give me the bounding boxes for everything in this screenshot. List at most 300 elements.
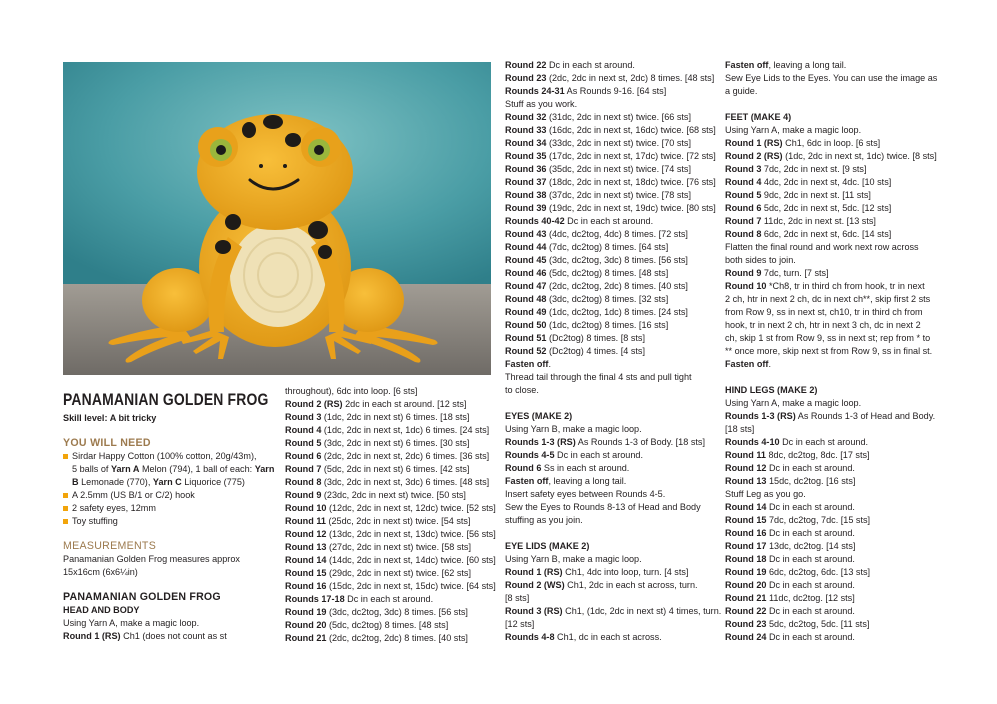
instruction-line xyxy=(285,437,495,450)
instruction-line xyxy=(725,605,937,618)
instruction-line xyxy=(725,280,937,293)
round-text: 5dc, dc2tog, 5dc. [11 sts] xyxy=(766,619,870,629)
round-text: a guide. xyxy=(725,86,758,96)
round-label: Round 13 xyxy=(285,542,327,552)
round-text: , leaving a long tail. xyxy=(548,476,627,486)
round-text: Ch1, dc in each st across. xyxy=(554,632,662,642)
round-label: Round 1 (RS) xyxy=(505,567,563,577)
round-text: Dc in each st around. xyxy=(554,450,643,460)
column-3 xyxy=(505,59,722,644)
instruction-line xyxy=(505,605,722,618)
instruction-line xyxy=(505,319,717,332)
round-text: . xyxy=(768,359,771,369)
round-label: Round 17 xyxy=(725,541,767,551)
round-text: (37dc, 2dc in next st) twice. [78 sts] xyxy=(546,190,691,200)
material-item-cont: 5 balls of Yarn A Melon (794), 1 ball of each: Yarn xyxy=(72,464,275,474)
frog-photo xyxy=(63,62,491,375)
round-text: (33dc, 2dc in next st) twice. [70 sts] xyxy=(546,138,691,148)
section-heading: EYE LIDS (MAKE 2) xyxy=(505,541,590,551)
instruction-line xyxy=(505,631,717,644)
round-label: Round 4 xyxy=(725,177,762,187)
round-label: Round 15 xyxy=(725,515,767,525)
pattern-heading: PANAMANIAN GOLDEN FROG xyxy=(63,591,221,603)
instruction-line xyxy=(725,423,937,436)
round-text: (15dc, 2dc in next st, 15dc) twice. [64 sts] xyxy=(326,581,496,591)
pattern-title: PANAMANIAN GOLDEN FROG xyxy=(63,390,269,409)
instruction-line xyxy=(725,241,937,254)
instruction-line xyxy=(725,579,937,592)
round-text: 4dc, 2dc in next st, 4dc. [10 sts] xyxy=(761,177,892,187)
round-label: Round 18 xyxy=(725,554,767,564)
round-text: Dc in each st around. xyxy=(766,463,855,473)
instruction-line xyxy=(505,488,717,501)
instruction-line xyxy=(725,267,937,280)
round-text: (1dc, dc2tog, 1dc) 8 times. [24 sts] xyxy=(546,307,688,317)
round-label: Round 44 xyxy=(505,242,547,252)
instruction-line xyxy=(725,631,937,644)
instruction-line xyxy=(285,515,495,528)
round-text: Dc in each st around. xyxy=(564,216,654,226)
instruction-line xyxy=(505,436,717,449)
instruction-line xyxy=(505,215,717,228)
round-text: Sew the Eyes to Rounds 8-13 of Head and Body xyxy=(505,502,701,512)
instruction-line xyxy=(285,385,495,398)
instruction-line xyxy=(63,630,273,643)
round-label: Fasten off xyxy=(725,359,769,369)
round-text: (17dc, 2dc in next st, 17dc) twice. [72 sts] xyxy=(546,151,716,161)
round-label: Round 51 xyxy=(505,333,547,343)
instruction-line xyxy=(505,553,717,566)
round-text: to close. xyxy=(505,385,539,395)
instruction-line xyxy=(725,306,937,319)
round-text: 5dc, 2dc in next st, 5dc. [12 sts] xyxy=(761,203,892,213)
round-label: Rounds 4-8 xyxy=(505,632,555,642)
instruction-line xyxy=(505,475,717,488)
instruction-line xyxy=(725,358,937,371)
round-text: (5dc, dc2tog) 8 times. [48 sts] xyxy=(546,268,669,278)
round-text: (35dc, 2dc in next st) twice. [74 sts] xyxy=(546,164,691,174)
instruction-line xyxy=(505,254,717,267)
round-text: 9dc, 2dc in next st. [11 sts] xyxy=(761,190,871,200)
round-label: Round 6 xyxy=(725,203,762,213)
head-body-intro: Using Yarn A, make a magic loop. xyxy=(63,618,200,628)
round-label: Round 21 xyxy=(725,593,767,603)
round-text: (18dc, 2dc in next st, 18dc) twice. [76 sts] xyxy=(546,177,716,187)
round-label: Round 1 (RS) xyxy=(63,631,121,641)
round-text: (27dc, 2dc in next st) twice. [58 sts] xyxy=(326,542,471,552)
round-label: Round 1 (RS) xyxy=(725,138,783,148)
instruction-line xyxy=(725,319,937,332)
round-text: (2dc, dc2tog, 2dc) 8 times. [40 sts] xyxy=(546,281,688,291)
round-text: (2dc, dc2tog, 2dc) 8 times. [40 sts] xyxy=(326,633,468,643)
instruction-line xyxy=(505,124,717,137)
round-text: , leaving a long tail. xyxy=(768,60,847,70)
round-label: Round 2 (WS) xyxy=(505,580,565,590)
material-item: Sirdar Happy Cotton (100% cotton, 20g/43m), xyxy=(63,450,273,463)
round-text: (1dc, 2dc in next st, 1dc) 6 times. [24 sts] xyxy=(321,425,490,435)
round-label: Round 22 xyxy=(725,606,767,616)
instruction-line xyxy=(725,176,937,189)
round-label: Rounds 4-10 xyxy=(725,437,780,447)
round-label: Round 7 xyxy=(725,216,762,226)
round-label: Round 11 xyxy=(725,450,766,460)
instruction-line xyxy=(725,202,937,215)
instruction-line xyxy=(285,411,495,424)
round-text: [8 sts] xyxy=(505,593,530,603)
round-label: Round 8 xyxy=(285,477,322,487)
round-text: Dc in each st around. xyxy=(344,594,434,604)
round-text: Ch1 (does not count as st xyxy=(120,631,227,641)
round-text: 2dc in each st around. [12 sts] xyxy=(342,399,467,409)
round-text: 7dc, turn. [7 sts] xyxy=(761,268,829,278)
instruction-line xyxy=(285,489,495,502)
instruction-line xyxy=(725,189,937,202)
round-label: Round 32 xyxy=(505,112,547,122)
measurements-heading: MEASUREMENTS xyxy=(63,540,157,552)
round-text: 8dc, dc2tog, 8dc. [17 sts] xyxy=(765,450,870,460)
round-text: (2dc, 2dc in next st, 2dc) 6 times. [36 sts] xyxy=(321,451,490,461)
instruction-line xyxy=(725,566,937,579)
instruction-line xyxy=(285,424,495,437)
instruction-line xyxy=(505,85,717,98)
round-text: (23dc, 2dc in next st) twice. [50 sts] xyxy=(321,490,466,500)
round-text: As Rounds 1-3 of Head and Body. xyxy=(795,411,936,421)
instruction-line xyxy=(505,241,717,254)
round-text: Ss in each st around. xyxy=(541,463,630,473)
round-text: Dc in each st around. xyxy=(779,437,869,447)
round-label: Round 49 xyxy=(505,307,547,317)
round-label: Round 12 xyxy=(725,463,767,473)
instruction-line xyxy=(725,488,937,501)
round-text: 15dc, dc2tog. [16 sts] xyxy=(766,476,856,486)
round-text: Stuff Leg as you go. xyxy=(725,489,806,499)
instruction-line xyxy=(505,501,717,514)
section-heading: HIND LEGS (MAKE 2) xyxy=(725,385,818,395)
head-body-heading: HEAD AND BODY xyxy=(63,605,140,615)
instruction-line xyxy=(505,293,717,306)
round-text: Dc in each st around. xyxy=(766,554,855,564)
instruction-line xyxy=(285,450,495,463)
instruction-line xyxy=(505,514,717,527)
round-text: 11dc, 2dc in next st. [13 sts] xyxy=(761,216,876,226)
round-label: Round 12 xyxy=(285,529,327,539)
instruction-line xyxy=(505,202,717,215)
round-label: Round 46 xyxy=(505,268,547,278)
round-label: Rounds 17-18 xyxy=(285,594,345,604)
spacer xyxy=(725,371,937,384)
instruction-line xyxy=(505,111,717,124)
round-text: Flatten the final round and work next row across xyxy=(725,242,919,252)
round-label: Round 4 xyxy=(285,425,322,435)
round-label: Round 19 xyxy=(725,567,767,577)
round-text: Dc in each st around. xyxy=(546,60,635,70)
round-text: 7dc, dc2tog, 7dc. [15 sts] xyxy=(766,515,871,525)
round-text: (1dc, dc2tog) 8 times. [16 sts] xyxy=(546,320,669,330)
round-text: (3dc, 2dc in next st, 3dc) 6 times. [48 sts] xyxy=(321,477,490,487)
round-label: Rounds 4-5 xyxy=(505,450,555,460)
round-text: ** once more, skip next st from Row 9, ss in final st. xyxy=(725,346,933,356)
section-heading: EYES (MAKE 2) xyxy=(505,411,573,421)
instruction-line xyxy=(505,618,717,631)
column-1 xyxy=(63,390,273,643)
column-2 xyxy=(285,385,495,645)
round-label: Round 33 xyxy=(505,125,547,135)
instruction-line xyxy=(505,189,717,202)
round-text: Stuff as you work. xyxy=(505,99,578,109)
round-text: (31dc, 2dc in next st) twice. [66 sts] xyxy=(546,112,691,122)
round-label: Round 2 (RS) xyxy=(725,151,783,161)
round-text: Dc in each st around. xyxy=(766,606,855,616)
instruction-line xyxy=(725,124,937,137)
round-text: (3dc, 2dc in next st) 6 times. [30 sts] xyxy=(321,438,470,448)
round-text: Using Yarn B, make a magic loop. xyxy=(505,424,642,434)
instruction-line xyxy=(725,410,937,423)
round-label: Fasten off xyxy=(725,60,769,70)
instruction-line xyxy=(505,423,717,436)
round-label: Rounds 1-3 (RS) xyxy=(505,437,576,447)
spacer xyxy=(725,98,937,111)
round-label: Round 16 xyxy=(285,581,327,591)
instruction-line xyxy=(725,397,937,410)
instruction-line xyxy=(285,619,495,632)
material-item: Toy stuffing xyxy=(63,515,273,528)
round-label: Round 10 xyxy=(285,503,327,513)
round-text: (3dc, dc2tog) 8 times. [32 sts] xyxy=(546,294,669,304)
round-text: (25dc, 2dc in next st) twice. [54 sts] xyxy=(325,516,471,526)
instruction-line xyxy=(285,502,495,515)
round-text: (Dc2tog) 4 times. [4 sts] xyxy=(546,346,645,356)
instruction-line xyxy=(505,176,717,189)
material-item-cont: B Lemonade (770), Yarn C Liquorice (775) xyxy=(72,477,245,487)
round-text: Dc in each st around. xyxy=(766,528,855,538)
section-heading: FEET (MAKE 4) xyxy=(725,112,792,122)
round-label: Round 38 xyxy=(505,190,547,200)
round-text: (5dc, dc2tog) 8 times. [48 sts] xyxy=(326,620,449,630)
column-4 xyxy=(725,59,937,644)
col1-rounds xyxy=(63,630,273,643)
round-text: (2dc, 2dc in next st, 2dc) 8 times. [48 sts] xyxy=(546,73,715,83)
round-label: Round 23 xyxy=(725,619,767,629)
instruction-line xyxy=(285,463,495,476)
round-text: [12 sts] xyxy=(505,619,535,629)
spacer xyxy=(505,397,717,410)
instruction-line xyxy=(725,150,937,163)
round-text: (Dc2tog) 8 times. [8 sts] xyxy=(546,333,645,343)
round-label: Round 10 xyxy=(725,281,767,291)
instruction-line xyxy=(505,306,717,319)
round-label: Round 36 xyxy=(505,164,547,174)
round-text: *Ch8, tr in third ch from hook, tr in next xyxy=(766,281,925,291)
instruction-line xyxy=(285,606,495,619)
round-label: Round 20 xyxy=(725,580,767,590)
round-label: Round 23 xyxy=(505,73,547,83)
round-label: Round 20 xyxy=(285,620,327,630)
round-text: Insert safety eyes between Rounds 4-5. xyxy=(505,489,666,499)
instruction-line xyxy=(505,228,717,241)
you-will-need-heading: YOU WILL NEED xyxy=(63,437,151,449)
instruction-line xyxy=(505,358,717,371)
round-label: Round 3 xyxy=(725,164,762,174)
round-label: Round 45 xyxy=(505,255,547,265)
round-label: Rounds 24-31 xyxy=(505,86,565,96)
instruction-line xyxy=(505,345,717,358)
round-label: Round 39 xyxy=(505,203,547,213)
measurements-text: 15x16cm (6x6¼in) xyxy=(63,567,138,577)
round-text: 2 ch, htr in next 2 ch, dc in next ch**, skip first 2 sts xyxy=(725,294,931,304)
instruction-line xyxy=(725,527,937,540)
instruction-line xyxy=(725,293,937,306)
frog-illustration xyxy=(63,62,491,375)
round-text: Sew Eye Lids to the Eyes. You can use the image as xyxy=(725,73,938,83)
instruction-line xyxy=(505,371,717,384)
instruction-line xyxy=(725,514,937,527)
instruction-line xyxy=(505,592,717,605)
material-item: A 2.5mm (US B/1 or C/2) hook xyxy=(63,489,273,502)
round-text: throughout), 6dc into loop. [6 sts] xyxy=(285,386,418,396)
instruction-line xyxy=(725,137,937,150)
instruction-line xyxy=(725,228,937,241)
round-text: (3dc, dc2tog, 3dc) 8 times. [56 sts] xyxy=(546,255,688,265)
round-text: 13dc, dc2tog. [14 sts] xyxy=(766,541,856,551)
round-label: Round 8 xyxy=(725,229,762,239)
round-text: (19dc, 2dc in next st, 19dc) twice. [80 sts] xyxy=(546,203,716,213)
instruction-line xyxy=(725,59,937,72)
round-label: Round 16 xyxy=(725,528,767,538)
round-label: Round 5 xyxy=(725,190,762,200)
instruction-line xyxy=(505,280,717,293)
round-label: Round 19 xyxy=(285,607,327,617)
instruction-line xyxy=(505,566,717,579)
round-label: Rounds 40-42 xyxy=(505,216,565,226)
round-text: Ch1, 6dc in loop. [6 sts] xyxy=(782,138,881,148)
instruction-line xyxy=(285,567,495,580)
instruction-line xyxy=(725,332,937,345)
instruction-line xyxy=(505,150,717,163)
instruction-line xyxy=(285,528,495,541)
instruction-line xyxy=(725,618,937,631)
round-text: stuffing as you join. xyxy=(505,515,583,525)
instruction-line xyxy=(505,59,717,72)
round-label: Round 9 xyxy=(725,268,762,278)
instruction-line xyxy=(725,449,937,462)
round-text: Using Yarn B, make a magic loop. xyxy=(505,554,642,564)
round-text: (4dc, dc2tog, 4dc) 8 times. [72 sts] xyxy=(546,229,688,239)
round-label: Round 3 xyxy=(285,412,322,422)
instruction-line xyxy=(725,163,937,176)
round-text: (12dc, 2dc in next st, 12dc) twice. [52 sts] xyxy=(326,503,496,513)
round-label: Round 48 xyxy=(505,294,547,304)
round-text: As Rounds 9-16. [64 sts] xyxy=(564,86,667,96)
round-text: Using Yarn A, make a magic loop. xyxy=(725,398,862,408)
material-item: 2 safety eyes, 12mm xyxy=(63,502,273,515)
round-label: Round 9 xyxy=(285,490,322,500)
instruction-line xyxy=(505,163,717,176)
round-label: Round 35 xyxy=(505,151,547,161)
round-label: Round 15 xyxy=(285,568,327,578)
instruction-line xyxy=(505,449,717,462)
round-text: hook, tr in next 2 ch, htr in next 3 ch, dc in next 2 xyxy=(725,320,921,330)
round-label: Round 37 xyxy=(505,177,547,187)
round-text: (13dc, 2dc in next st, 13dc) twice. [56 sts] xyxy=(326,529,496,539)
measurements-text: Panamanian Golden Frog measures approx xyxy=(63,554,240,564)
round-text: 7dc, 2dc in next st. [9 sts] xyxy=(761,164,867,174)
round-label: Round 3 (RS) xyxy=(505,606,563,616)
round-label: Round 6 xyxy=(505,463,542,473)
instruction-line xyxy=(725,85,937,98)
round-label: Round 47 xyxy=(505,281,547,291)
round-text: (1dc, 2dc in next st, 1dc) twice. [8 sts] xyxy=(782,151,937,161)
instruction-line xyxy=(285,541,495,554)
spacer xyxy=(505,527,717,540)
instruction-line xyxy=(285,476,495,489)
instruction-line xyxy=(285,593,495,606)
round-text: (5dc, 2dc in next st) 6 times. [42 sts] xyxy=(321,464,470,474)
round-label: Round 7 xyxy=(285,464,322,474)
instruction-line xyxy=(725,436,937,449)
round-text: 6dc, dc2tog, 6dc. [13 sts] xyxy=(766,567,871,577)
materials-list xyxy=(63,450,273,528)
round-text: Ch1, (1dc, 2dc in next st) 4 times, turn. xyxy=(562,606,722,616)
round-label: Round 34 xyxy=(505,138,547,148)
round-text: (7dc, dc2tog) 8 times. [64 sts] xyxy=(546,242,669,252)
round-text: both sides to join. xyxy=(725,255,796,265)
round-text: Thread tail through the final 4 sts and pull tight xyxy=(505,372,692,382)
round-label: Round 5 xyxy=(285,438,322,448)
round-label: Rounds 1-3 (RS) xyxy=(725,411,796,421)
round-label: Round 21 xyxy=(285,633,327,643)
round-label: Round 50 xyxy=(505,320,547,330)
instruction-line xyxy=(505,137,717,150)
instruction-line xyxy=(505,579,717,592)
instruction-line xyxy=(285,398,495,411)
round-text: [18 sts] xyxy=(725,424,755,434)
instruction-line xyxy=(725,501,937,514)
instruction-line xyxy=(725,462,937,475)
round-text: from Row 9, ss in next st, ch10, tr in third ch from xyxy=(725,307,923,317)
round-text: Dc in each st around. xyxy=(766,632,855,642)
instruction-line xyxy=(505,462,717,475)
round-text: Ch1, 4dc into loop, turn. [4 sts] xyxy=(562,567,689,577)
round-text: (1dc, 2dc in next st) 6 times. [18 sts] xyxy=(321,412,470,422)
instruction-line xyxy=(505,384,717,397)
round-text: ch, skip 1 st from Row 9, ss in next st; rep from * to xyxy=(725,333,931,343)
round-text: (16dc, 2dc in next st, 16dc) twice. [68 sts] xyxy=(546,125,716,135)
round-text: (14dc, 2dc in next st, 14dc) twice. [60 sts] xyxy=(326,555,496,565)
round-text: As Rounds 1-3 of Body. [18 sts] xyxy=(575,437,705,447)
instruction-line xyxy=(505,72,717,85)
instruction-line xyxy=(725,345,937,358)
instruction-line xyxy=(285,554,495,567)
instruction-line xyxy=(725,72,937,85)
instruction-line xyxy=(285,580,495,593)
instruction-line xyxy=(725,215,937,228)
round-label: Fasten off xyxy=(505,359,549,369)
instruction-line xyxy=(725,553,937,566)
round-label: Round 14 xyxy=(285,555,327,565)
instruction-line xyxy=(505,332,717,345)
instruction-line xyxy=(725,540,937,553)
round-text: 11dc, dc2tog. [12 sts] xyxy=(766,593,855,603)
round-label: Round 22 xyxy=(505,60,547,70)
round-label: Round 11 xyxy=(285,516,326,526)
round-text: (29dc, 2dc in next st) twice. [62 sts] xyxy=(326,568,471,578)
instruction-line xyxy=(725,254,937,267)
instruction-line xyxy=(505,98,717,111)
round-label: Round 52 xyxy=(505,346,547,356)
instruction-line xyxy=(505,267,717,280)
round-label: Round 24 xyxy=(725,632,767,642)
round-label: Round 14 xyxy=(725,502,767,512)
